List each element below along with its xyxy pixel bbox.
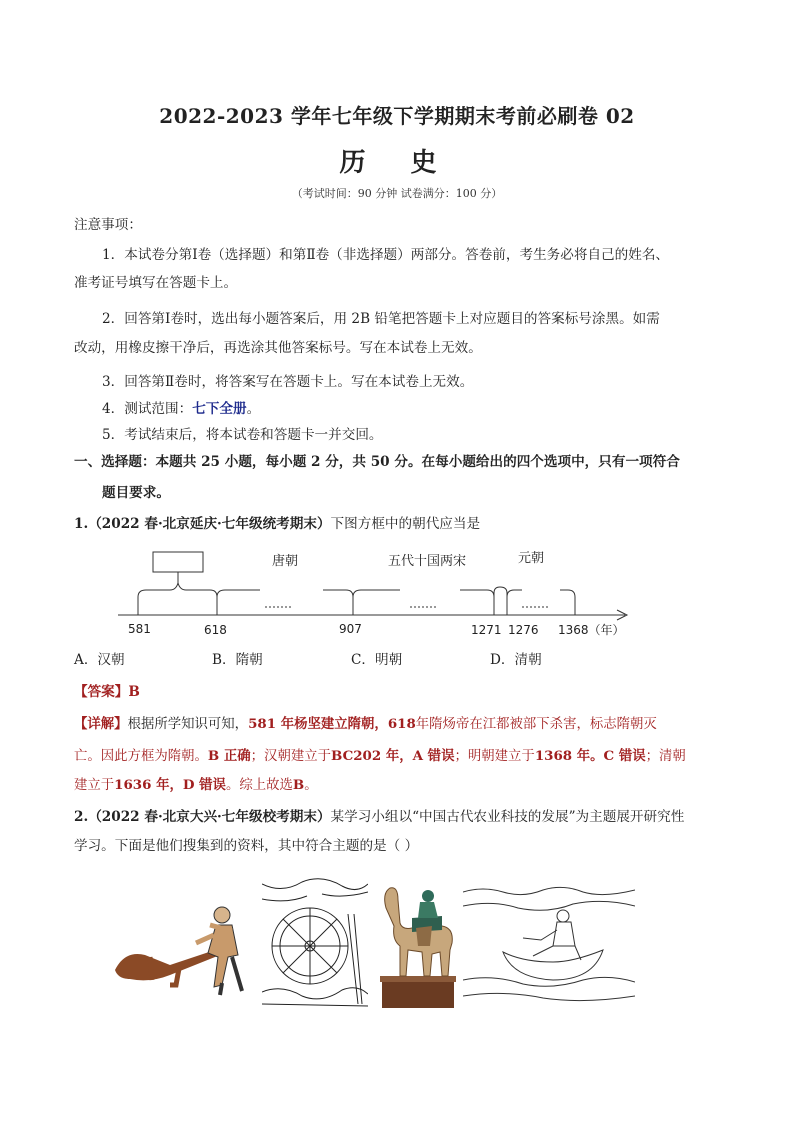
detail-text-8: ；明朝建立于: [454, 749, 535, 764]
q2-source: 2.（2022 春·北京大兴·七年级校考期末）: [74, 809, 331, 825]
q1-stem: [74, 515, 720, 533]
q1-answer: [74, 683, 720, 701]
detail-text-13: 。综上故选: [225, 778, 293, 793]
camel-figurine-icon: [372, 868, 462, 1013]
timeline-label-yuan: 元朝: [518, 551, 545, 566]
q2-stem-b: 学习。下面是他们搜集到的资料，其中符合主题的是（ ）: [74, 838, 419, 854]
waterwheel-figure-icon: [262, 874, 368, 1012]
detail-text-12: 1636 年，D 错误: [114, 777, 226, 793]
detail-text-2: 581 年杨坚建立隋朝，618: [248, 716, 416, 732]
exam-info: （考试时间：90 分钟 试卷满分：100 分）: [291, 187, 503, 200]
detail-text-10: ；清朝: [645, 749, 686, 764]
q1-timeline-figure: [110, 545, 640, 640]
detail-label: 【详解】: [74, 716, 128, 732]
timeline-tick-581: 581: [128, 622, 151, 636]
detail-text-5: B 正确: [207, 748, 251, 764]
q1-detail-line3: [74, 776, 720, 795]
q2-question-a: 某学习小组以“中国古代农业科技的发展”为主题展开研究性: [330, 809, 685, 825]
note-item-4: [102, 400, 720, 418]
note-item-1b: 准考证号填写在答题卡上。: [74, 275, 238, 291]
timeline-brace-small: [494, 587, 507, 615]
note-item-2b: 改动，用橡皮擦干净后，再选涂其他答案标号。写在本试卷上无效。: [74, 340, 482, 356]
detail-text-15: 。: [304, 778, 318, 793]
answer-value: B: [128, 684, 140, 700]
detail-text-1: 根据所学知识可知，: [127, 717, 249, 732]
q2-stem-a: [74, 808, 720, 826]
page-title: 2022-2023 学年七年级下学期期末考前必刷卷 02: [159, 104, 635, 128]
q1-option-c[interactable]: C．明朝: [351, 652, 403, 668]
q1-option-a[interactable]: A．汉朝: [74, 652, 125, 668]
answer-label: 【答案】: [74, 684, 129, 700]
note-item-4-suffix: 。: [246, 401, 261, 417]
section1-heading-b: 题目要求。: [102, 485, 170, 501]
timeline-blank-box: [153, 552, 203, 572]
note-item-5: 5．考试结束后，将本试卷和答题卡一并交回。: [102, 427, 383, 443]
notes-heading: 注意事项：: [74, 217, 142, 233]
timeline-tick-907: 907: [339, 622, 362, 636]
timeline-tick-1271: 1271: [471, 623, 502, 637]
note-item-2a: 2．回答第Ⅰ卷时，选出每小题答案后，用 2B 铅笔把答题卡上对应题目的答案标号涂黑。如需: [102, 311, 660, 327]
timeline-brace-yuan: [507, 590, 575, 615]
detail-text-14: B: [292, 777, 305, 793]
timeline-label-wudai: 五代十国两宋: [388, 554, 467, 569]
timeline-tick-1368: 1368（年）: [558, 623, 625, 637]
note-item-1a: 1．本试卷分第Ⅰ卷（选择题）和第Ⅱ卷（非选择题）两部分。答卷前，考生务必将自己的姓名、: [102, 247, 670, 263]
section1-heading-a: 一、选择题：本题共 25 小题，每小题 2 分，共 50 分。在每小题给出的四个选项中，只有一项符合: [74, 454, 680, 470]
timeline-tick-1276: 1276: [508, 623, 539, 637]
timeline-brace-wudai: [353, 590, 494, 615]
detail-text-11: 建立于: [74, 778, 115, 793]
test-scope: 七下全册: [192, 401, 247, 417]
note-item-3: 3．回答第Ⅱ卷时，将答案写在答题卡上。写在本试卷上无效。: [102, 374, 474, 390]
detail-text-4: 亡。因此方框为隋朝。: [74, 749, 208, 764]
q1-source: 1.（2022 春·北京延庆·七年级统考期末）: [74, 516, 331, 532]
timeline-brace-sui: [138, 572, 217, 615]
timeline-tick-618: 618: [204, 623, 227, 637]
q1-options: [74, 651, 720, 669]
timeline-brace-tang: [217, 590, 353, 615]
q1-option-b[interactable]: B．隋朝: [212, 652, 263, 668]
detail-text-3: 年隋炀帝在江都被部下杀害，标志隋朝灭: [415, 717, 657, 732]
boat-figure-icon: [463, 880, 635, 1008]
plough-figure-icon: [110, 895, 260, 1005]
detail-text-9: 1368 年。C 错误: [534, 748, 646, 764]
subject-title: 历 史: [339, 148, 455, 178]
q1-detail-line2: [74, 747, 720, 766]
note-item-4-prefix: 4．测试范围：: [102, 401, 193, 417]
q1-option-d[interactable]: D．清朝: [490, 652, 542, 668]
detail-text-7: BC202 年，A 错误: [331, 748, 455, 764]
q1-detail-line1: [74, 715, 720, 734]
detail-text-6: ；汉朝建立于: [250, 749, 332, 764]
timeline-label-tang: 唐朝: [272, 554, 299, 569]
q1-question: 下图方框中的朝代应当是: [330, 516, 481, 532]
